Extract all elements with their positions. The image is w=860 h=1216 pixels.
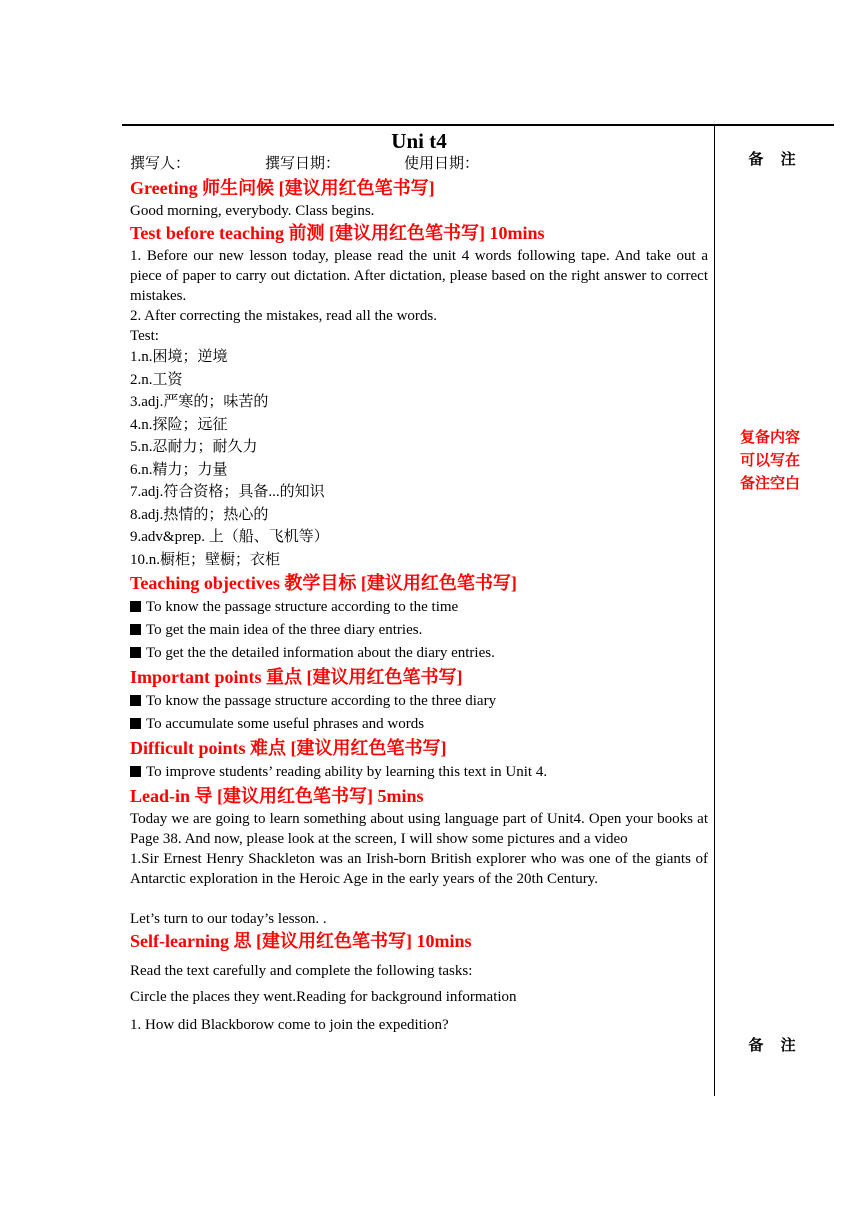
meta-use-date: 使用日期： bbox=[404, 156, 480, 172]
self-learning-heading: Self-learning 思 [建议用红色笔书写] 10mins bbox=[130, 931, 472, 951]
leadin-para-2: 1.Sir Ernest Henry Shackleton was an Irish-born British explorer who was one of the giants of Antarctic exploration in the Heroic Age in the early years of the 20th Century. bbox=[130, 851, 708, 887]
list-item: 8.adj.热情的；热心的 bbox=[130, 506, 269, 523]
list-item: 10.n.橱柜；壁橱；衣柜 bbox=[130, 551, 281, 568]
meta-write-date: 撰写日期： bbox=[265, 156, 341, 172]
list-item: 5.n.忍耐力；耐久力 bbox=[130, 439, 258, 455]
review-note-line: 复备内容 bbox=[740, 428, 801, 446]
meta-row bbox=[130, 154, 708, 176]
list-item: 9.adv&prep. 上（船、飞机等） bbox=[130, 529, 329, 545]
leadin-para-1: Today we are going to learn something about using language part of Unit4. Open your books at Page 38. And now, please look at the screen, I will show some pictures and a video bbox=[130, 811, 708, 847]
test-label: Test: bbox=[130, 328, 159, 344]
bullet-item: To improve students’ reading ability by learning this text in Unit 4. bbox=[130, 761, 708, 784]
meta-author: 撰写人： bbox=[130, 156, 191, 172]
top-rule bbox=[122, 124, 834, 126]
greeting-heading: Greeting 师生问候 [建议用红色笔书写] bbox=[130, 178, 435, 198]
self-para-2: Circle the places they went.Reading for background information bbox=[130, 989, 517, 1005]
list-item: 6.n.精力；力量 bbox=[130, 461, 228, 478]
list-item: 7.adj.符合资格；具备...的知识 bbox=[130, 484, 325, 500]
square-bullet-icon bbox=[130, 601, 141, 612]
leadin-heading: Lead-in 导 [建议用红色笔书写] 5mins bbox=[130, 786, 424, 806]
notes-label-top: 备 注 bbox=[748, 150, 802, 168]
self-para-3: 1. How did Blackborow come to join the expedition? bbox=[130, 1017, 449, 1033]
objectives-heading: Teaching objectives 教学目标 [建议用红色笔书写] bbox=[130, 573, 517, 593]
bullet-item: To get the main idea of the three diary entries. bbox=[130, 619, 708, 642]
list-item: 2.n.工资 bbox=[130, 371, 183, 388]
important-heading: Important points 重点 [建议用红色笔书写] bbox=[130, 667, 463, 687]
lesson-plan-body bbox=[130, 130, 708, 1040]
bullet-item: To get the the detailed information about the diary entries. bbox=[130, 642, 708, 665]
page-title: Uni t4 bbox=[391, 129, 447, 153]
test-heading: Test before teaching 前测 [建议用红色笔书写] 10mins bbox=[130, 223, 545, 243]
test-para-1: 1. Before our new lesson today, please read the unit 4 words following tape. And take out a piece of paper to carry out dictation. After dictation, please based on the right answer to correct mistakes. bbox=[130, 248, 708, 304]
leadin-para-3: Let’s turn to our today’s lesson. . bbox=[130, 911, 327, 927]
bullet-item: To know the passage structure according to the time bbox=[130, 596, 708, 619]
difficult-heading: Difficult points 难点 [建议用红色笔书写] bbox=[130, 738, 447, 758]
greeting-text: Good morning, everybody. Class begins. bbox=[130, 203, 375, 219]
blank-line bbox=[130, 889, 708, 909]
list-item: 1.n.困境；逆境 bbox=[130, 349, 228, 365]
column-divider bbox=[714, 124, 715, 1096]
bullet-item: To know the passage structure according to the three diary bbox=[130, 690, 708, 713]
self-para-1: Read the text carefully and complete the following tasks: bbox=[130, 963, 473, 979]
list-item: 3.adj.严寒的；味苦的 bbox=[130, 394, 269, 410]
square-bullet-icon bbox=[130, 766, 141, 777]
review-note-line: 备注空白 bbox=[740, 474, 801, 492]
review-note bbox=[740, 426, 816, 495]
notes-label-bottom: 备 注 bbox=[748, 1036, 802, 1054]
bullet-item: To accumulate some useful phrases and words bbox=[130, 713, 708, 736]
square-bullet-icon bbox=[130, 647, 141, 658]
review-note-line: 可以写在 bbox=[740, 451, 801, 469]
test-para-2: 2. After correcting the mistakes, read all the words. bbox=[130, 308, 437, 324]
square-bullet-icon bbox=[130, 695, 141, 706]
test-word-list bbox=[130, 346, 708, 571]
square-bullet-icon bbox=[130, 624, 141, 635]
square-bullet-icon bbox=[130, 718, 141, 729]
list-item: 4.n.探险；远征 bbox=[130, 416, 228, 433]
